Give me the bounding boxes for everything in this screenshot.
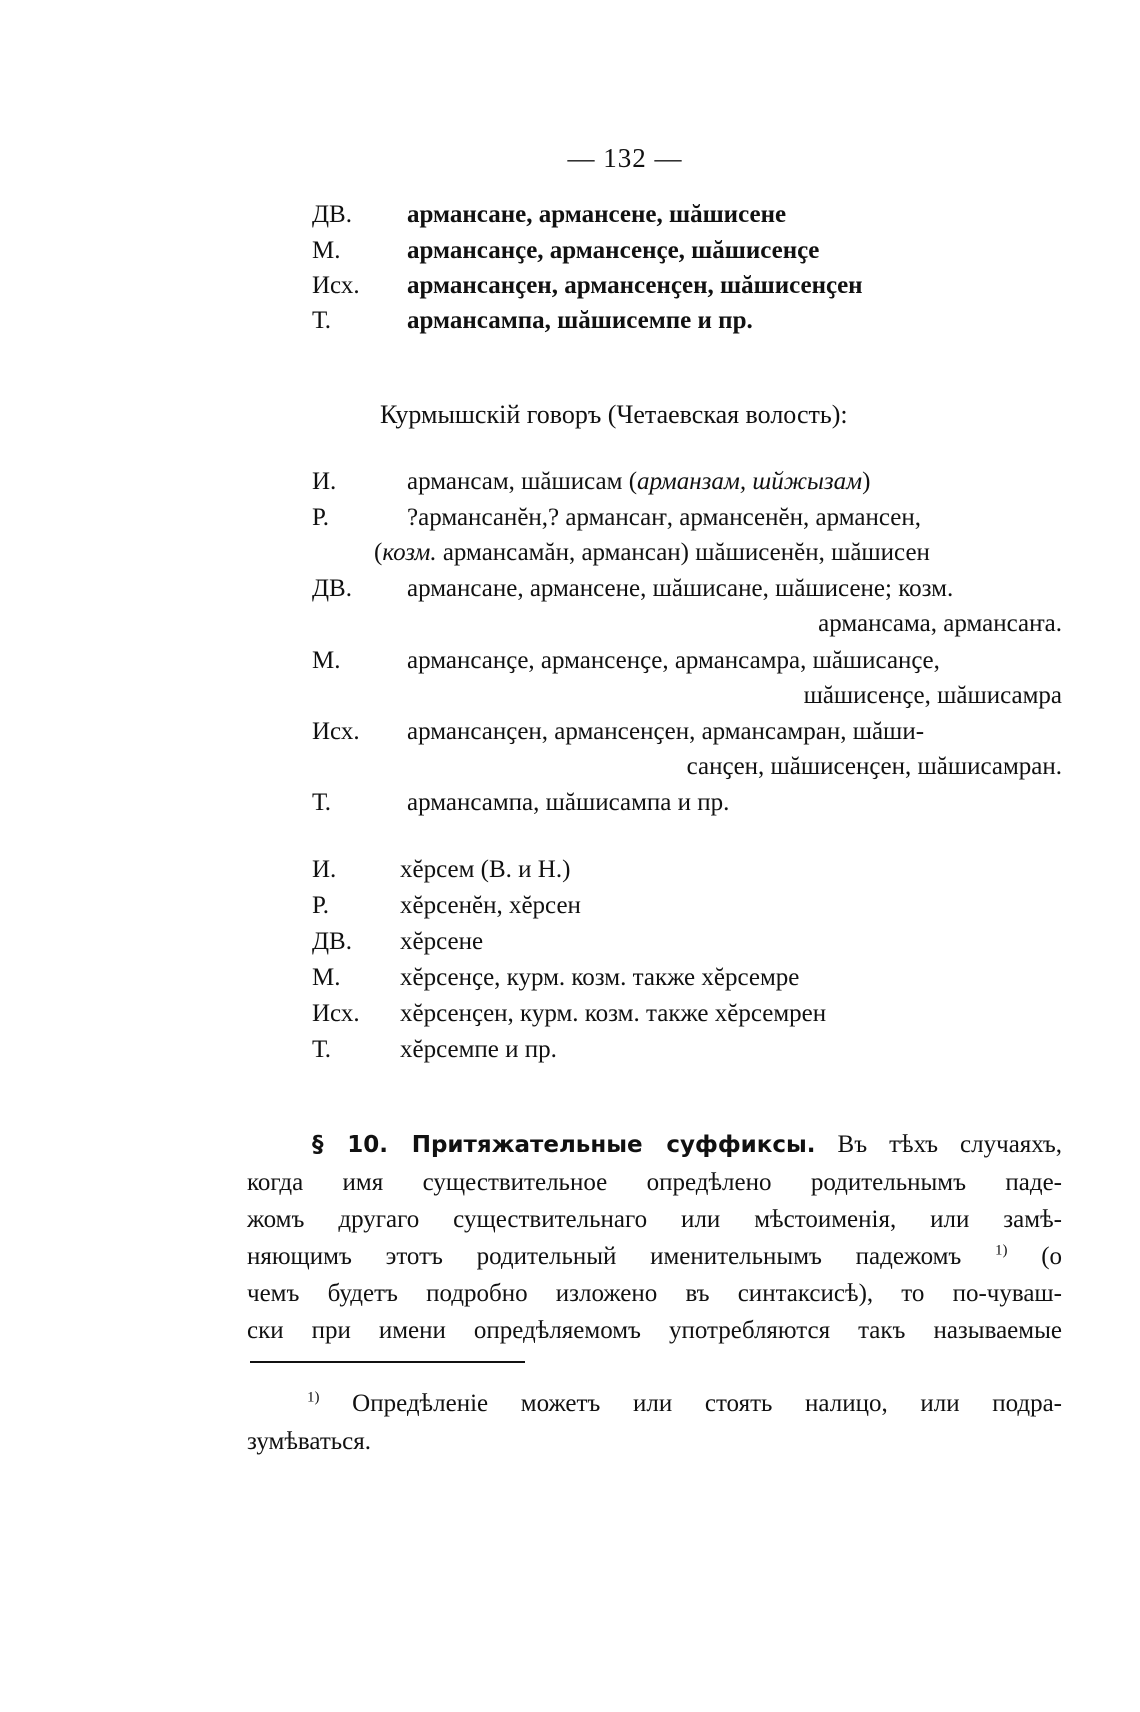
section-paragraph xyxy=(247,1126,1062,1349)
case-form: хĕрсенĕн, хĕрсен xyxy=(400,892,581,919)
footnote-mark: 1) xyxy=(307,1389,320,1406)
case-label: ДВ. xyxy=(312,575,352,602)
case-label: Р. xyxy=(312,504,330,531)
case-form: ?армансанĕн,? армансаҥ, армансенĕн, армансен, xyxy=(407,504,921,531)
case-form: армансанҫе, армансенҫе, шăшисенҫе xyxy=(407,237,820,264)
case-label: М. xyxy=(312,647,341,674)
case-form: армансанҫен, армансенҫен, шăшисенҫен xyxy=(407,272,863,299)
paragraph-line: когда имя существительное опредѣлено родительнымъ паде- xyxy=(247,1169,1062,1196)
case-label: М. xyxy=(312,964,341,991)
case-form: хĕрсемпе и пр. xyxy=(400,1036,557,1063)
paragraph-line: чемъ будетъ подробно изложено въ синтаксисѣ), то по-чуваш- xyxy=(247,1280,1062,1307)
case-label: М. xyxy=(312,237,341,264)
section-title: § 10. Притяжательные суффиксы. xyxy=(312,1132,816,1158)
case-label: Т. xyxy=(312,1036,332,1063)
declension-continuation: шăшисенҫе, шăшисамра xyxy=(803,682,1062,709)
case-form: хĕрсенҫен, курм. козм. также хĕрсемрен xyxy=(400,1000,827,1027)
page-number: — 132 — xyxy=(567,143,683,173)
case-form: армансанҫе, армансенҫе, армансамра, шăшисанҫе, xyxy=(407,647,940,674)
footnote-divider xyxy=(250,1361,525,1363)
case-form: армансане, армансене, шăшисене xyxy=(407,201,787,228)
dialect-heading: Курмышскій говоръ (Четаевская волость): xyxy=(380,400,848,429)
case-label: Исх. xyxy=(312,1000,360,1027)
case-form: армансам, шăшисам (арманзам, шйжызам) xyxy=(407,468,871,495)
case-form: армансампа, шăшисемпе и пр. xyxy=(407,307,753,334)
case-label: Т. xyxy=(312,307,332,334)
case-form: армансампа, шăшисампа и пр. xyxy=(407,789,730,816)
footnote-line: зумѣваться. xyxy=(247,1428,372,1455)
declension-continuation: санҫен, шăшисенҫен, шăшисамран. xyxy=(686,753,1062,780)
case-label: И. xyxy=(312,468,337,495)
case-label: ДВ. xyxy=(312,928,352,955)
case-form: армансане, армансене, шăшисане, шăшисене; козм. xyxy=(407,575,954,602)
paragraph-line: § 10. Притяжательные суффиксы. Въ тѣхъ случаяхъ, xyxy=(312,1131,1063,1158)
case-form: хĕрсем (В. и Н.) xyxy=(400,856,571,883)
case-label: И. xyxy=(312,856,337,883)
case-form: армансанҫен, армансенҫен, армансамран, шăши- xyxy=(407,718,925,745)
footnote-line: $^{1)}$ Опредѣленіе можетъ или стоять налицо, или подра- xyxy=(307,1389,1063,1417)
case-label: Исх. xyxy=(312,718,360,745)
case-label: Исх. xyxy=(312,272,360,299)
case-label: ДВ. xyxy=(312,201,352,228)
paragraph-line: жомъ другаго существительнаго или мѣстоименія, или замѣ- xyxy=(247,1206,1062,1233)
declension-continuation: армансама, армансаҥа. xyxy=(818,610,1062,637)
case-form: хĕрсене xyxy=(400,928,484,955)
case-form: хĕрсенҫе, курм. козм. также хĕрсемре xyxy=(400,964,800,991)
paragraph-line: няющимъ этотъ родительный именительнымъ падежомъ $^{1)}$ (о xyxy=(247,1242,1063,1270)
footnote-reference: 1) xyxy=(995,1242,1008,1259)
declension-continuation: (козм. армансамăн, армансан) шăшисенĕн, шăшисен xyxy=(374,539,930,566)
case-label: Р. xyxy=(312,892,330,919)
paragraph-line: ски при имени опредѣляемомъ употребляются такъ называемые xyxy=(247,1317,1062,1344)
footnote xyxy=(247,1385,1062,1461)
case-label: Т. xyxy=(312,789,332,816)
